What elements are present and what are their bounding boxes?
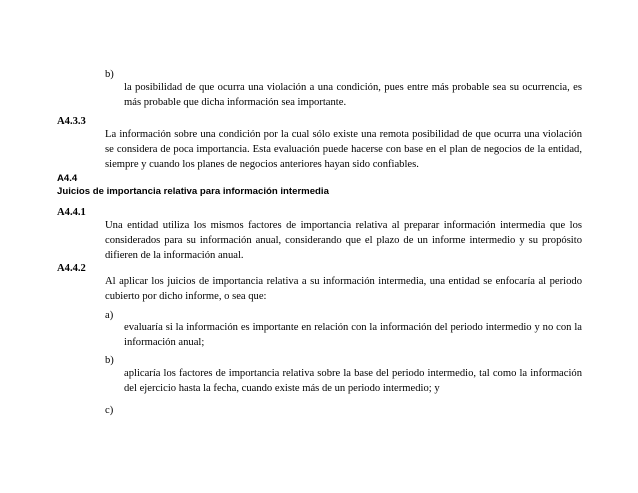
section-number: A4.4.2: [57, 263, 86, 274]
list-marker-c: c): [105, 405, 114, 416]
list-marker-a: a): [105, 310, 114, 321]
list-item-text: evaluaría si la información es importante en relación con la información del periodo intermedio y no con la información anual;: [124, 322, 582, 348]
section-number: A4.3.3: [57, 116, 86, 127]
paragraph: Una entidad utiliza los mismos factores de importancia relativa al preparar información intermedia que los considerados para su información anual, considerando que el plazo de un informe intermedio y su propósito difieren de la información anual.: [105, 220, 582, 261]
section-code: A4.4: [57, 173, 78, 184]
list-marker-b: b): [105, 69, 114, 80]
list-marker-b: b): [105, 355, 114, 366]
section-number: A4.4.1: [57, 207, 86, 218]
list-item-text: la posibilidad de que ocurra una violación a una condición, pues entre más probable sea su ocurrencia, es más probable que dicha información sea importante.: [124, 82, 582, 108]
paragraph: La información sobre una condición por la cual sólo existe una remota posibilidad de que ocurra una violación se considera de poca importancia. Esta evaluación puede hacerse con base en el plan de negocios de la entidad, siempre y cuando los planes de negocios anteriores hayan sido confiables.: [105, 129, 582, 170]
paragraph: Al aplicar los juicios de importancia relativa a su información intermedia, una entidad se enfocaría al periodo cubierto por dicho informe, o sea que:: [105, 276, 582, 302]
section-title: Juicios de importancia relativa para información intermedia: [57, 186, 329, 197]
list-item-text: aplicaría los factores de importancia relativa sobre la base del periodo intermedio, tal como la información del ejercicio hasta la fecha, cuando existe más de un periodo intermedio; y: [124, 368, 582, 394]
